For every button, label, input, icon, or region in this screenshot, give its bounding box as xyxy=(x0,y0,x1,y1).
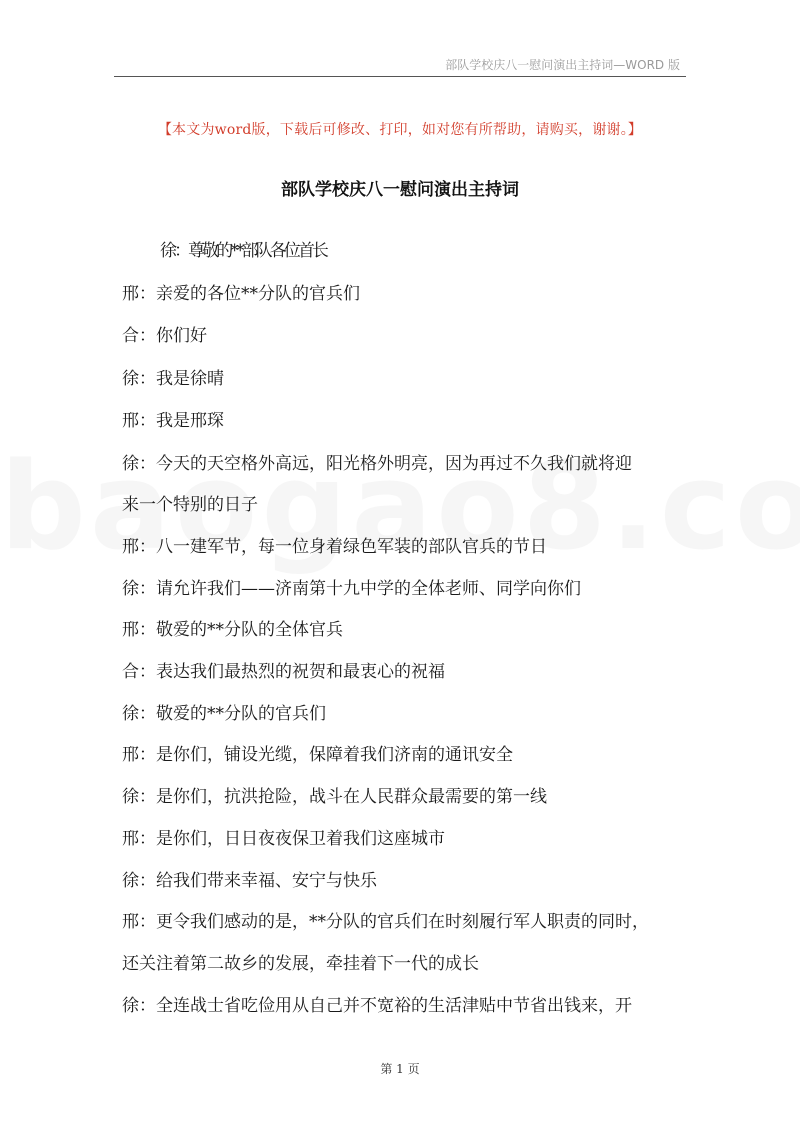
body-line: 徐：敬爱的**分队的官兵们 xyxy=(122,704,326,724)
body-line: 合：你们好 xyxy=(122,326,207,346)
purchase-notice: 【本文为word版，下载后可修改、打印，如对您有所帮助，请购买，谢谢。】 xyxy=(157,122,643,138)
body-line: 邢：是你们，日日夜夜保卫着我们这座城市 xyxy=(122,829,445,849)
body-line: 还关注着第二故乡的发展，牵挂着下一代的成长 xyxy=(122,954,479,974)
body-line: 徐：今天的天空格外高远，阳光格外明亮，因为再过不久我们就将迎 xyxy=(122,454,632,474)
body-line: 合：表达我们最热烈的祝贺和最衷心的祝福 xyxy=(122,662,445,682)
body-line: 徐：给我们带来幸福、安宁与快乐 xyxy=(122,871,377,891)
body-line: 来一个特别的日子 xyxy=(122,495,258,515)
body-line: 邢：亲爱的各位**分队的官兵们 xyxy=(122,284,360,304)
document-title: 部队学校庆八一慰问演出主持词 xyxy=(281,180,519,200)
body-line: 徐：尊敬的**部队各位首长 xyxy=(160,241,326,261)
body-line: 邢：我是邢琛 xyxy=(122,411,224,431)
body-line: 邢：是你们，铺设光缆，保障着我们济南的通讯安全 xyxy=(122,745,513,765)
body-line: 徐：请允许我们——济南第十九中学的全体老师、同学向你们 xyxy=(122,579,581,599)
body-line: 徐：我是徐晴 xyxy=(122,369,224,389)
body-line: 徐：全连战士省吃俭用从自己并不宽裕的生活津贴中节省出钱来，开 xyxy=(122,996,632,1016)
page-number: 第 1 页 xyxy=(380,1062,420,1076)
body-line: 邢：八一建军节，每一位身着绿色军装的部队官兵的节日 xyxy=(122,537,547,557)
body-line: 邢：敬爱的**分队的全体官兵 xyxy=(122,620,343,640)
running-header: 部队学校庆八一慰问演出主持词—WORD 版 xyxy=(445,58,680,72)
body-line: 徐：是你们，抗洪抢险，战斗在人民群众最需要的第一线 xyxy=(122,787,547,807)
body-line: 邢：更令我们感动的是，**分队的官兵们在时刻履行军人职责的同时， xyxy=(122,912,649,932)
